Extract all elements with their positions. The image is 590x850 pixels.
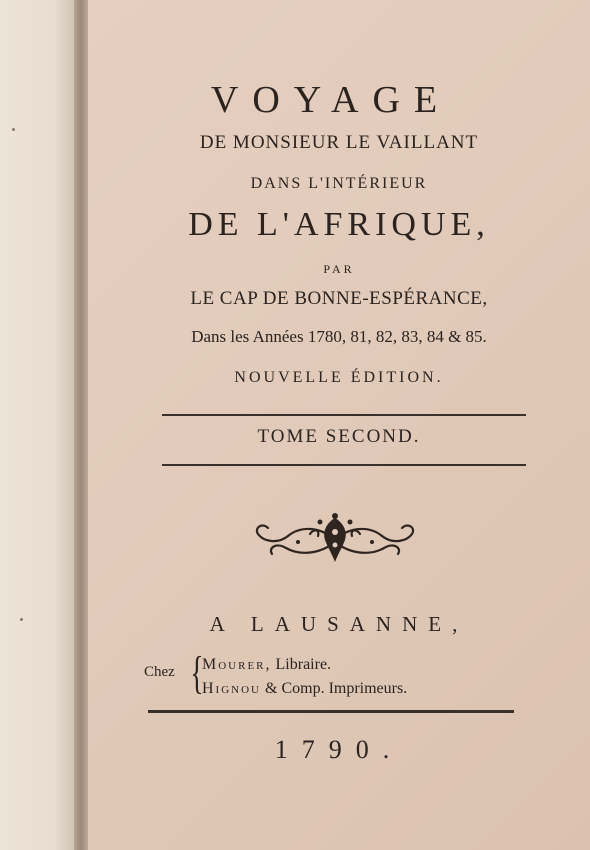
printers-ornament: [250, 512, 420, 568]
printer2-name: Hignou: [202, 680, 261, 697]
paper-spot: [20, 618, 23, 621]
par-line: PAR: [323, 262, 355, 276]
route-line: LE CAP DE BONNE-ESPÉRANCE,: [190, 288, 488, 309]
years-line: Dans les Années 1780, 81, 82, 83, 84 & 85.: [191, 327, 487, 346]
author-line: DE MONSIEUR LE VAILLANT: [199, 132, 479, 153]
region-line: DE L'AFRIQUE,: [188, 206, 490, 243]
book-title: VOYAGE: [210, 79, 452, 121]
printer1-role: Libraire.: [275, 656, 332, 673]
bottom-rule: [162, 464, 526, 466]
place-line: A LAUSANNE,: [209, 612, 469, 636]
printer-line-1: [202, 656, 331, 674]
printer2-role: & Comp. Imprimeurs.: [265, 680, 408, 697]
chez-label: Chez: [144, 664, 175, 680]
facing-left-page: [0, 0, 78, 850]
brace-glyph: {: [190, 647, 204, 698]
printer1-name: Mourer,: [202, 656, 272, 673]
year-line: 1790.: [274, 735, 404, 764]
dans-line: DANS L'INTÉRIEUR: [250, 175, 428, 192]
paper-spot: [12, 128, 15, 131]
top-rule: [162, 414, 526, 416]
printer-line-2: [202, 680, 407, 698]
volume-line: TOME SECOND.: [257, 426, 421, 447]
title-page: [88, 0, 590, 850]
imprint-rule: [148, 710, 514, 713]
edition-line: NOUVELLE ÉDITION.: [234, 369, 444, 386]
